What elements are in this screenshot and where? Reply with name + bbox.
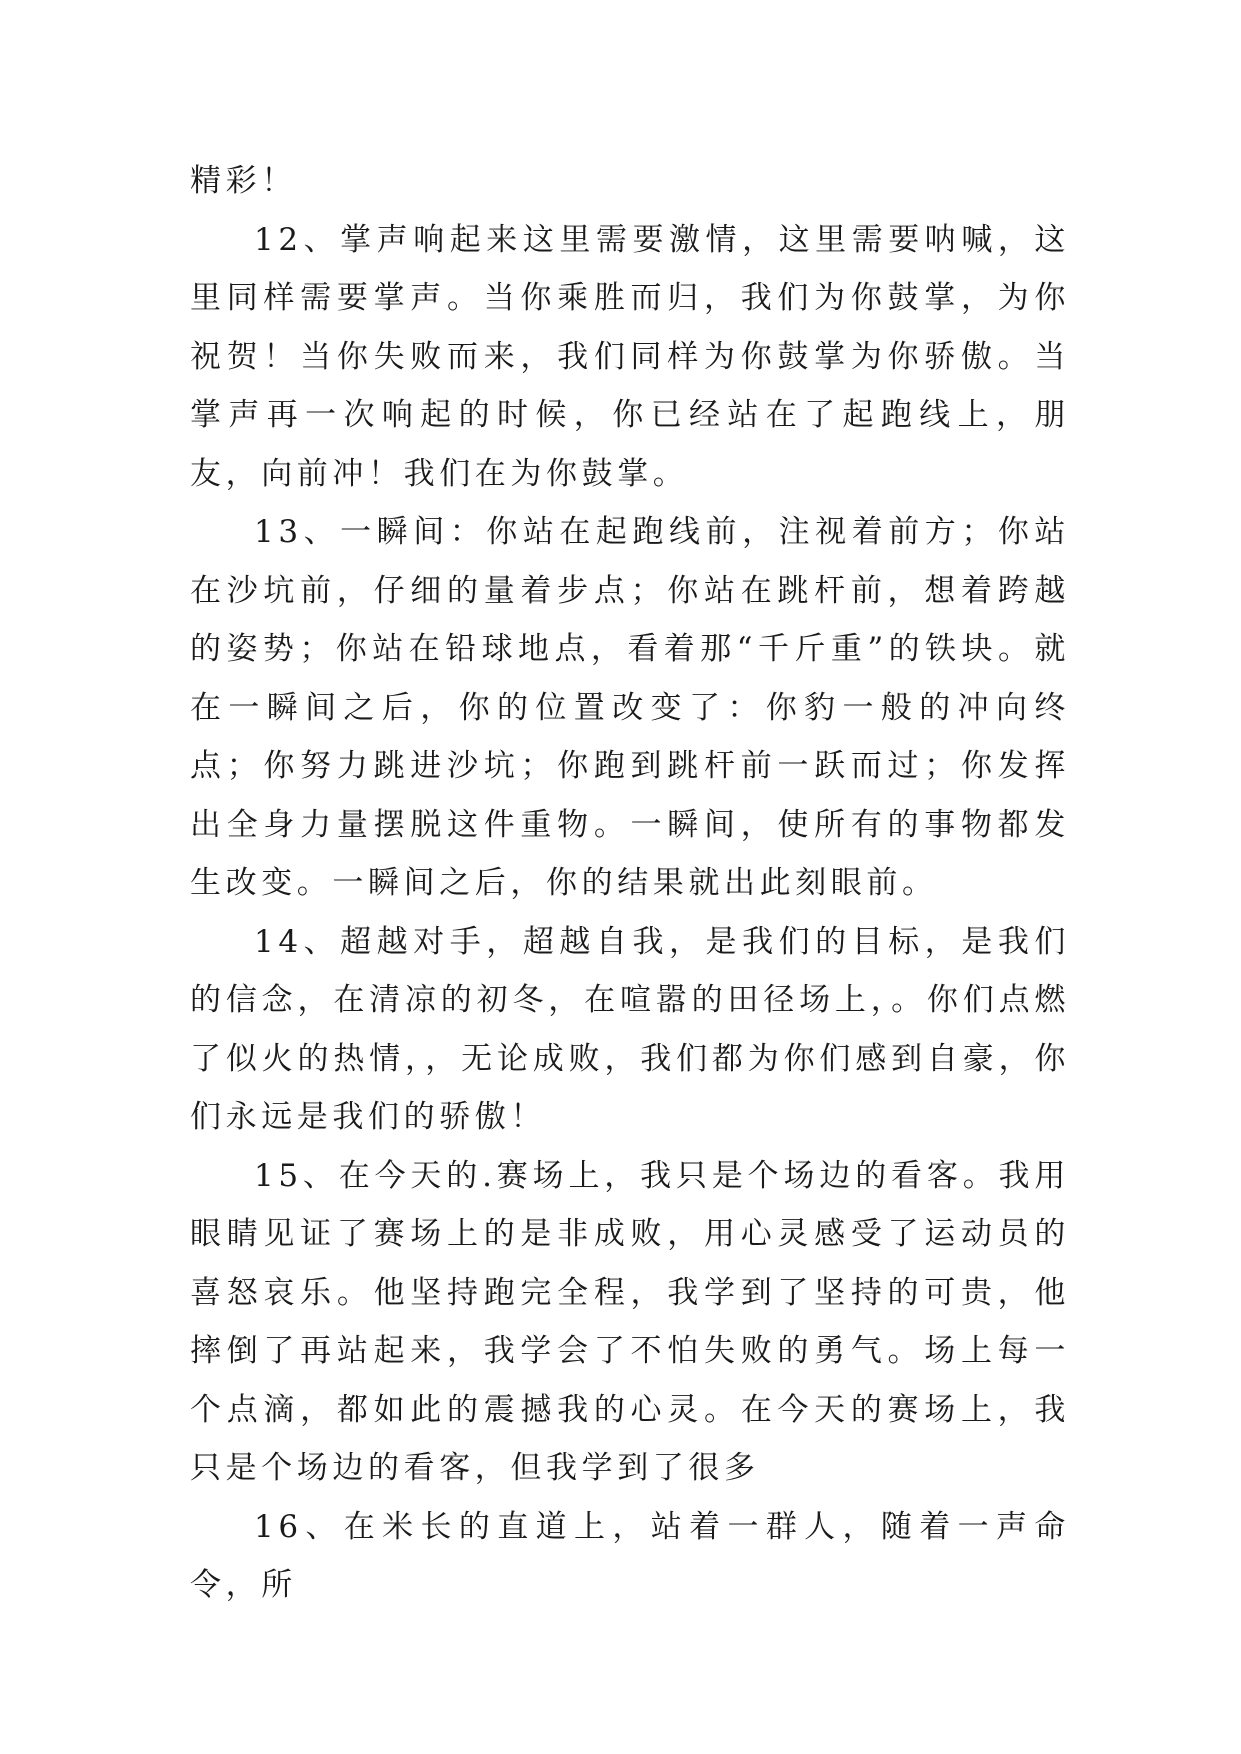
paragraph-13: 13、一瞬间：你站在起跑线前，注视着前方；你站在沙坑前，仔细的量着步点；你站在跳杆前，想着跨越的姿势；你站在铅球地点，看着那“千斤重”的铁块。就在一瞬间之后，你的位置改变了：你豹一般的冲向终点；你努力跳进沙坑；你跑到跳杆前一跃而过；你发挥出全身力量摆脱这件重物。一瞬间，使所有的事物都发生改变。一瞬间之后，你的结果就出此刻眼前。 (190, 514, 1070, 901)
paragraph-continuation: 精彩！ (190, 163, 297, 199)
paragraph-12: 12、掌声响起来这里需要激情，这里需要呐喊，这里同样需要掌声。当你乘胜而归，我们为你鼓掌，为你祝贺！当你失败而来，我们同样为你鼓掌为你骄傲。当掌声再一次响起的时候，你已经站在了起跑线上，朋友，向前冲！我们在为你鼓掌。 (190, 221, 1070, 492)
paragraph-15: 15、在今天的.赛场上，我只是个场边的看客。我用眼睛见证了赛场上的是非成败，用心灵感受了运动员的喜怒哀乐。他坚持跑完全程，我学到了坚持的可贵，他摔倒了再站起来，我学会了不怕失败的勇气。场上每一个点滴，都如此的震撼我的心灵。在今天的赛场上，我只是个场边的看客，但我学到了很多 (190, 1157, 1070, 1486)
body-text (190, 152, 1070, 1615)
paragraph-16: 16、在米长的直道上，站着一群人，随着一声命令，所 (190, 1508, 1070, 1603)
paragraph-14: 14、超越对手，超越自我，是我们的目标，是我们的信念，在清凉的初冬，在喧嚣的田径场上，。你们点燃了似火的热情，，无论成败，我们都为你们感到自豪，你们永远是我们的骄傲！ (190, 923, 1070, 1135)
